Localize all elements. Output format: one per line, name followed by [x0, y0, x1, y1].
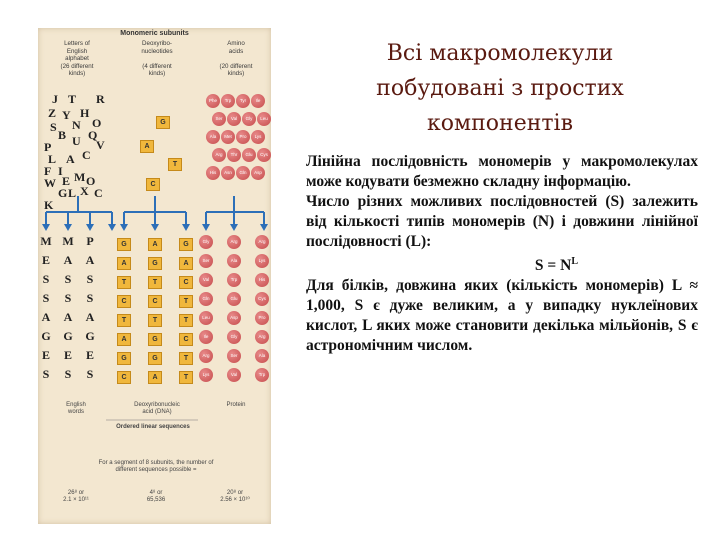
- alphabet-letter: N: [72, 118, 81, 132]
- protein-residue: Val: [227, 368, 241, 382]
- amino-acid-ball: Thr: [227, 148, 241, 162]
- amino-acid-ball: Gln: [236, 166, 250, 180]
- amino-acid-ball: Gly: [242, 112, 256, 126]
- alphabet-letter: J: [52, 92, 58, 106]
- segment-note: For a segment of 8 subunits, the number of different sequences possible =: [98, 460, 214, 473]
- nucleotide-block: G: [156, 116, 170, 129]
- paragraph-sequence-count: Число різних можливих послідовностей (S) залежить від кількості типів мономерів (N) і довжини лінійної послідовності (L):: [306, 193, 698, 250]
- dna-nucleotide: A: [148, 371, 162, 384]
- word-letter: A: [85, 310, 95, 324]
- nucleotide-block: A: [140, 140, 154, 153]
- word-letter: M: [40, 234, 52, 248]
- dna-nucleotide: C: [117, 371, 131, 384]
- dna-nucleotide: T: [117, 314, 131, 327]
- amino-acid-ball: His: [206, 166, 220, 180]
- protein-residue: Ala: [227, 254, 241, 268]
- formula-exponent: L: [571, 256, 578, 267]
- alphabet-letter: V: [96, 138, 105, 152]
- alphabet-letter: K: [44, 198, 54, 212]
- protein-label: Protein: [226, 402, 246, 408]
- amino-acid-ball: Met: [221, 130, 235, 144]
- protein-residue: Arg: [199, 349, 213, 363]
- protein-residue: Glu: [227, 292, 241, 306]
- amino-acid-ball: Trp: [221, 94, 235, 108]
- protein-residue: Pro: [255, 311, 269, 325]
- protein-residue: Arg: [255, 235, 269, 249]
- amino-acid-ball: Ser: [212, 112, 226, 126]
- word-letter: A: [85, 253, 95, 267]
- amino-acid-ball: Cys: [257, 148, 271, 162]
- word-letter: S: [86, 291, 94, 305]
- title-line: побудовані з простих: [376, 76, 624, 101]
- nucleotide-block: T: [168, 158, 182, 171]
- dna-nucleotide: C: [179, 276, 193, 289]
- ordered-sequences-label: Ordered linear sequences: [116, 424, 190, 430]
- protein-residue: Gly: [227, 330, 241, 344]
- protein-residue: Asp: [227, 311, 241, 325]
- word-letter: S: [64, 291, 72, 305]
- alphabet-letter: F: [44, 164, 52, 178]
- alphabet-letter: W: [44, 176, 56, 190]
- alphabet-letter: E: [62, 174, 71, 188]
- dna-nucleotide: G: [148, 257, 162, 270]
- protein-residue: Trp: [227, 273, 241, 287]
- protein-residue: Ser: [227, 349, 241, 363]
- protein-count: 20⁸ or 2.56 × 10¹⁰: [220, 490, 250, 503]
- dna-nucleotide: G: [117, 352, 131, 365]
- amino-acid-ball: Arg: [212, 148, 226, 162]
- dna-nucleotide: C: [117, 295, 131, 308]
- dna-label: Deoxyribonucleic acid (DNA): [134, 402, 180, 415]
- dna-nucleotide: A: [117, 333, 131, 346]
- alphabet-letter: Z: [48, 106, 57, 120]
- dna-nucleotide: G: [179, 238, 193, 251]
- alphabet-letter: M: [74, 170, 86, 184]
- alphabet-letter: U: [72, 134, 81, 148]
- word-letter: E: [41, 253, 50, 267]
- protein-residue: Leu: [199, 311, 213, 325]
- dna-nucleotide: T: [179, 295, 193, 308]
- alphabet-letter: P: [44, 140, 52, 154]
- word-letter: S: [64, 272, 72, 286]
- dna-nucleotide: G: [117, 238, 131, 251]
- word-letter: S: [42, 272, 50, 286]
- protein-residue: Lys: [199, 368, 213, 382]
- dna-nucleotide: C: [148, 295, 162, 308]
- alphabet-letter: Q: [88, 128, 98, 142]
- dna-nucleotide: G: [148, 352, 162, 365]
- dna-count: 4⁸ or 65,536: [146, 490, 166, 503]
- slide-title: [340, 36, 660, 141]
- dna-nucleotide: T: [148, 276, 162, 289]
- amino-acid-ball: Val: [227, 112, 241, 126]
- alphabet-letter: R: [96, 92, 105, 106]
- protein-residue: Trp: [255, 368, 269, 382]
- alphabet-letter: S: [50, 120, 57, 134]
- formula-base: S = N: [534, 257, 572, 275]
- protein-residue: Ala: [255, 349, 269, 363]
- dna-nucleotide: A: [117, 257, 131, 270]
- word-letter: E: [85, 348, 94, 362]
- alphabet-letter: A: [66, 152, 75, 166]
- title-line: Всі макромолекули: [386, 41, 614, 66]
- amino-acid-ball: Asn: [221, 166, 235, 180]
- dna-nucleotide: T: [179, 371, 193, 384]
- word-letter: A: [41, 310, 51, 324]
- figure-title: Monomeric subunits: [120, 30, 189, 37]
- protein-residue: Gly: [199, 235, 213, 249]
- alphabet-letter: I: [58, 164, 63, 178]
- alphabet-letter: X: [80, 184, 89, 198]
- amino-acid-ball: Glu: [242, 148, 256, 162]
- word-letter: S: [86, 272, 94, 286]
- title-line: компонентів: [427, 111, 573, 136]
- protein-residue: Cys: [255, 292, 269, 306]
- word-letter: S: [42, 291, 50, 305]
- dna-nucleotide: G: [148, 333, 162, 346]
- word-letter: S: [86, 367, 94, 381]
- word-letter: E: [63, 348, 72, 362]
- alphabet-letter: G: [58, 186, 68, 200]
- word-count: 26⁸ or 2.1 × 10¹¹: [63, 490, 89, 503]
- monomer-sequences-figure: [38, 28, 271, 524]
- protein-residue: Arg: [255, 330, 269, 344]
- word-letter: G: [63, 329, 73, 343]
- dna-nucleotide: T: [179, 314, 193, 327]
- protein-residue: Ser: [199, 254, 213, 268]
- protein-residue: Ile: [199, 330, 213, 344]
- paragraph-sequence-info: Лінійна послідовність мономерів у макромолекулах може кодувати безмежно складну інформацію.: [306, 153, 698, 190]
- word-letter: S: [42, 367, 50, 381]
- protein-residue: Val: [199, 273, 213, 287]
- alphabet-letter: C: [82, 148, 91, 162]
- dna-column-header: Deoxyribo- nucleotides (4 different kinds): [141, 40, 173, 77]
- word-letter: S: [64, 367, 72, 381]
- alphabet-letter: L: [48, 152, 57, 166]
- alphabet-letter: Y: [62, 108, 71, 122]
- dna-nucleotide: A: [179, 257, 193, 270]
- protein-residue: Gln: [199, 292, 213, 306]
- nucleotide-block: C: [146, 178, 160, 191]
- word-letter: A: [63, 310, 73, 324]
- alphabet-letter: B: [58, 128, 67, 142]
- alphabet-letter: O: [92, 116, 102, 130]
- english-words-label: English words: [66, 402, 86, 415]
- letters-column-header: Letters of English alphabet (26 different kinds): [60, 40, 94, 77]
- word-letter: E: [41, 348, 50, 362]
- formula: [306, 252, 698, 276]
- alphabet-letter: T: [68, 92, 77, 106]
- alphabet-letter: L: [68, 186, 77, 200]
- amino-acid-ball: Leu: [257, 112, 271, 126]
- dna-nucleotide: T: [148, 314, 162, 327]
- amino-acid-ball: Asp: [251, 166, 265, 180]
- protein-residue: His: [255, 273, 269, 287]
- alphabet-letter: H: [80, 106, 90, 120]
- amino-acid-ball: Lys: [251, 130, 265, 144]
- dna-nucleotide: T: [179, 352, 193, 365]
- word-letter: M: [62, 234, 74, 248]
- word-letter: A: [63, 253, 73, 267]
- amino-acid-ball: Pro: [236, 130, 250, 144]
- word-letter: G: [41, 329, 51, 343]
- alphabet-letter: C: [94, 186, 103, 200]
- protein-residue: Lys: [255, 254, 269, 268]
- amino-acid-column-header: Amino acids (20 different kinds): [219, 40, 253, 77]
- dna-nucleotide: C: [179, 333, 193, 346]
- slide-body: [306, 152, 698, 356]
- word-letter: P: [86, 234, 94, 248]
- protein-residue: Arg: [227, 235, 241, 249]
- amino-acid-ball: Tyr: [236, 94, 250, 108]
- dna-nucleotide: T: [117, 276, 131, 289]
- alphabet-letter: O: [86, 174, 96, 188]
- dna-nucleotide: A: [148, 238, 162, 251]
- amino-acid-ball: Ile: [251, 94, 265, 108]
- word-letter: G: [85, 329, 95, 343]
- amino-acid-ball: Phe: [206, 94, 220, 108]
- amino-acid-ball: Ala: [206, 130, 220, 144]
- paragraph-proteins-nucleic-acids: Для білків, довжина яких (кількість мономерів) L ≈ 1,000, S є дуже великим, а у випадку нуклеїнових кислот, L яких може становити декілька мільйонів, S є астрономічним числом.: [306, 277, 698, 355]
